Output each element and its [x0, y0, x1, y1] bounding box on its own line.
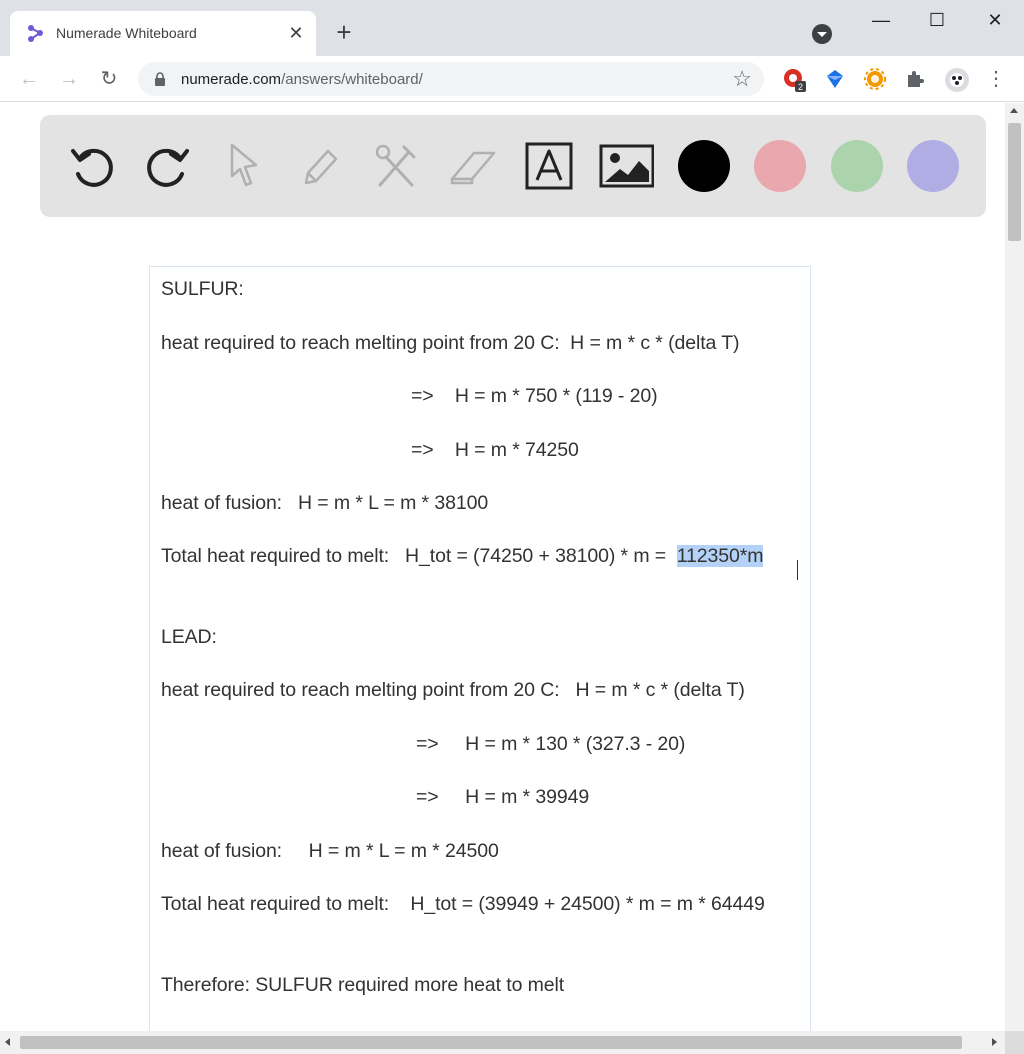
browser-toolbar: [0, 56, 1024, 102]
eraser-icon[interactable]: [444, 139, 500, 193]
scrollbar-corner: [1005, 1031, 1024, 1054]
sulfur-line-1: heat required to reach melting point from 20 C: H = m * c * (delta T): [161, 332, 740, 354]
lead-heading: LEAD:: [161, 626, 217, 648]
bookmark-star-icon[interactable]: ☆: [732, 66, 752, 91]
sulfur-heading: SULFUR:: [161, 278, 244, 300]
maximize-button[interactable]: ☐: [928, 10, 946, 30]
url-path: /answers/whiteboard/: [281, 71, 423, 88]
url-host: numerade.com: [181, 71, 282, 88]
sulfur-total-text: Total heat required to melt: H_tot = (74250 + 38100) * m =: [161, 545, 677, 567]
tab-search-icon[interactable]: [812, 24, 832, 44]
scroll-up-arrow-icon[interactable]: [1010, 108, 1018, 113]
redo-icon[interactable]: [140, 139, 196, 193]
conclusion-line: Therefore: SULFUR required more heat to melt: [161, 974, 565, 996]
pointer-icon[interactable]: [216, 139, 272, 193]
numerade-logo-icon: [26, 24, 46, 44]
sulfur-line-3: => H = m * 74250: [411, 439, 579, 461]
vertical-scroll-thumb[interactable]: [1008, 123, 1021, 241]
lead-line-3: => H = m * 39949: [416, 786, 590, 808]
browser-tab[interactable]: [10, 11, 316, 56]
scroll-left-arrow-icon[interactable]: [5, 1038, 10, 1046]
url-text: [181, 71, 423, 88]
address-bar[interactable]: [138, 62, 764, 96]
tab-close-icon[interactable]: ✕: [288, 23, 304, 43]
lead-line-5: Total heat required to melt: H_tot = (39949 + 24500) * m = m * 64449: [161, 893, 765, 915]
whiteboard-toolbar: [40, 115, 986, 217]
image-icon[interactable]: [598, 139, 654, 193]
color-swatch-purple[interactable]: [907, 140, 959, 192]
color-swatch-pink[interactable]: [754, 140, 806, 192]
extensions-puzzle-icon[interactable]: [903, 67, 927, 91]
browser-title-bar: [0, 0, 1024, 56]
text-icon[interactable]: [520, 139, 576, 193]
horizontal-scrollbar[interactable]: [0, 1031, 1005, 1054]
new-tab-button[interactable]: +: [336, 17, 352, 47]
undo-icon[interactable]: [64, 139, 120, 193]
tools-icon[interactable]: [368, 139, 424, 193]
minimize-button[interactable]: —: [872, 10, 890, 30]
page-viewport: [0, 103, 1005, 1031]
color-swatch-green[interactable]: [831, 140, 883, 192]
lead-line-1: heat required to reach melting point from 20 C: H = m * c * (delta T): [161, 679, 745, 701]
tab-title: Numerade Whiteboard: [56, 25, 197, 41]
extension-badge: 2: [797, 82, 804, 92]
sulfur-line-5: [161, 545, 763, 568]
scroll-right-arrow-icon[interactable]: [992, 1038, 997, 1046]
selected-result[interactable]: 112350*m: [676, 545, 764, 567]
sulfur-line-4: heat of fusion: H = m * L = m * 38100: [161, 492, 489, 514]
sulfur-line-2: => H = m * 750 * (119 - 20): [411, 385, 658, 407]
reload-icon[interactable]: ↻: [100, 68, 118, 90]
lock-icon[interactable]: [154, 72, 166, 86]
lead-line-2: => H = m * 130 * (327.3 - 20): [416, 733, 686, 755]
lead-line-4: heat of fusion: H = m * L = m * 24500: [161, 840, 499, 862]
horizontal-scroll-thumb[interactable]: [20, 1036, 962, 1049]
profile-avatar[interactable]: [944, 67, 968, 91]
browser-menu-icon[interactable]: ⋮: [986, 68, 1006, 90]
pen-icon[interactable]: [292, 139, 348, 193]
extension-red-icon[interactable]: [782, 67, 806, 91]
text-cursor: [797, 560, 798, 580]
extension-blue-icon[interactable]: [823, 67, 847, 91]
text-document[interactable]: [149, 266, 811, 1031]
color-swatch-black[interactable]: [678, 140, 730, 192]
extension-orange-icon[interactable]: [863, 67, 887, 91]
vertical-scrollbar[interactable]: [1005, 103, 1024, 1031]
back-icon[interactable]: ←: [19, 68, 39, 90]
forward-icon[interactable]: →: [59, 68, 79, 90]
close-window-button[interactable]: ✕: [987, 10, 1003, 30]
